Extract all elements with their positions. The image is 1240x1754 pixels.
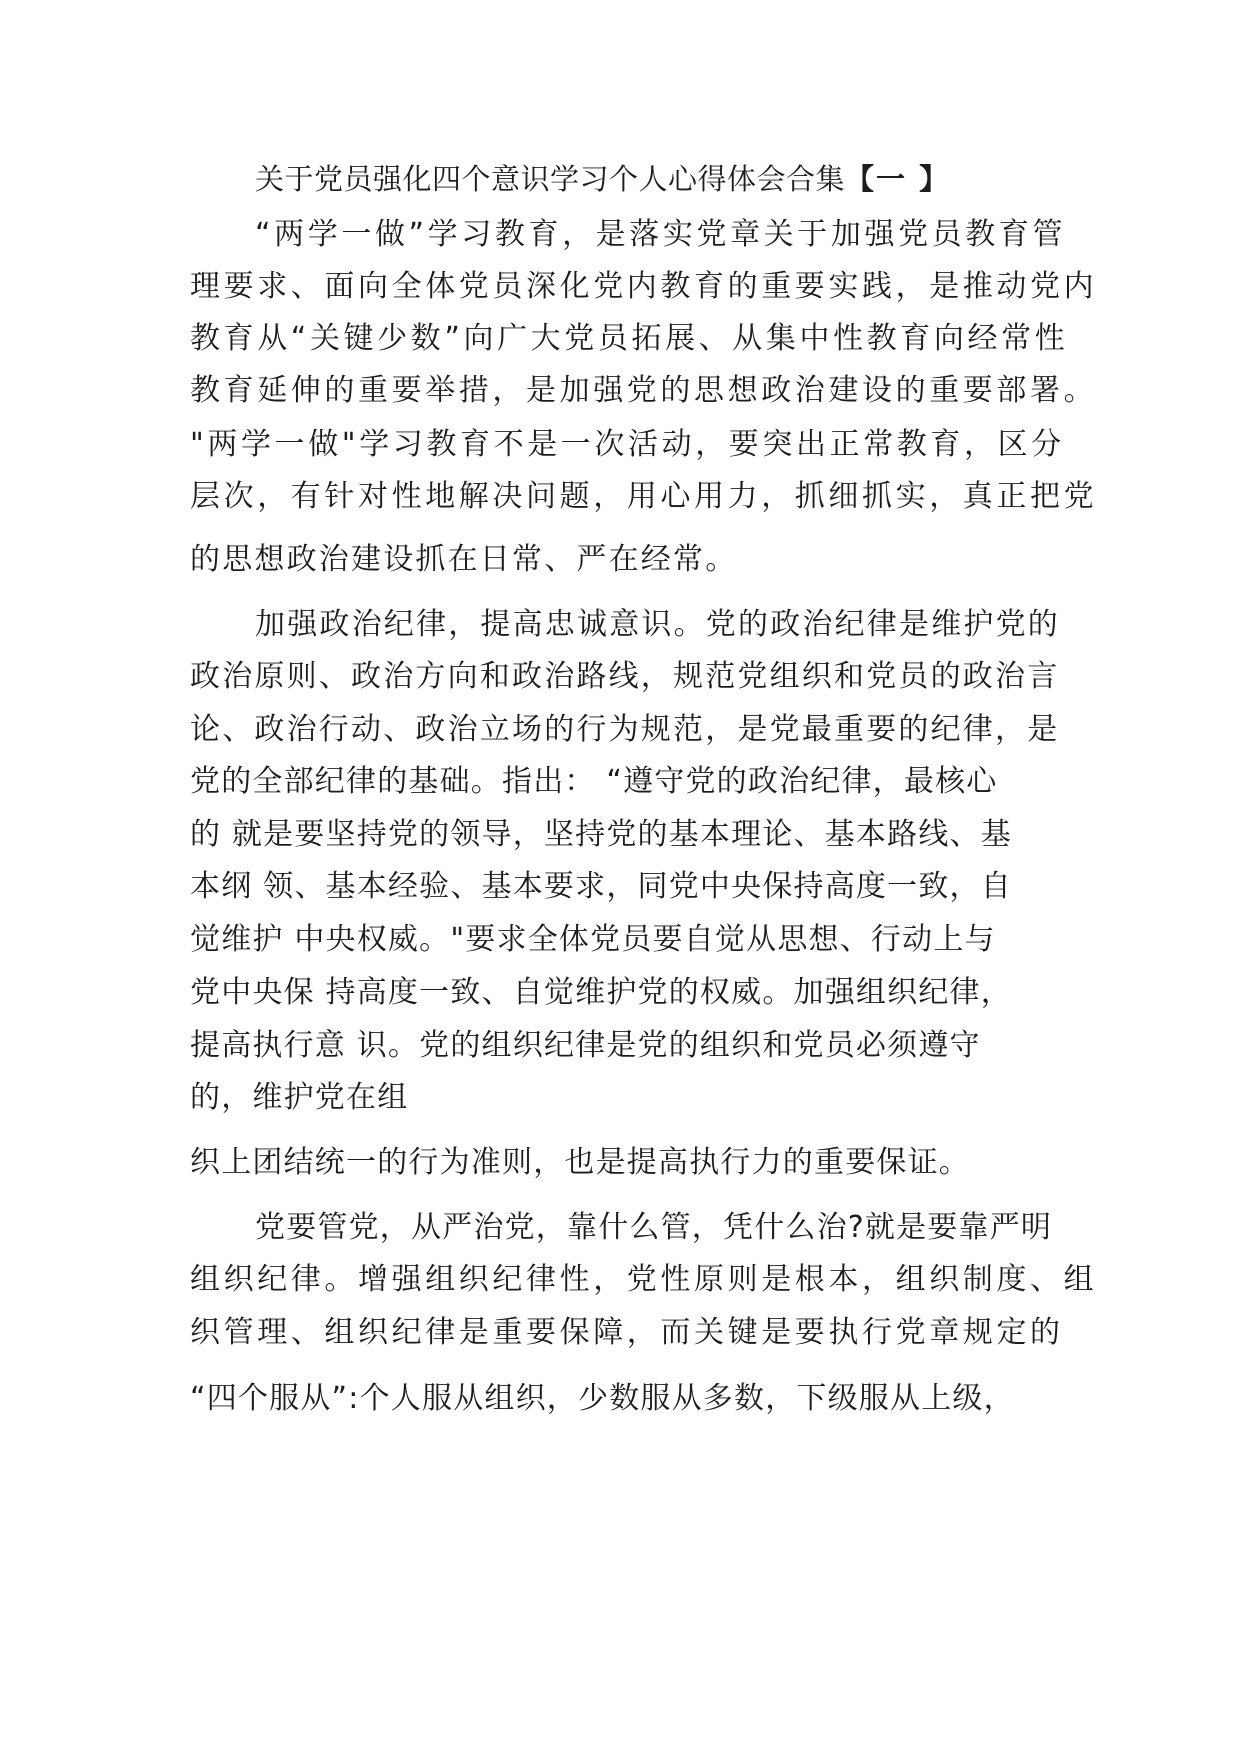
paragraph-line: 层次，有针对性地解决问题，用心用力，抓细抓实，真正把党: [190, 479, 1098, 514]
paragraph-line: 政治原则、政治方向和政治路线，规范党组织和党员的政治言: [190, 659, 1060, 694]
paragraph-line: 教育延伸的重要举措，是加强党的思想政治建设的重要部署。: [190, 373, 1098, 408]
paragraph-line: 提高执行意 识。党的组织纪律是党的组织和党员必须遵守: [190, 1028, 981, 1063]
paragraph-line: 的 就是要坚持党的领导，坚持党的基本理论、基本路线、基: [190, 817, 1012, 852]
paragraph-line: 理要求、面向全体党员深化党内教育的重要实践，是推动党内: [190, 269, 1098, 304]
paragraph-line: 觉维护 中央权威。"要求全体党员要自觉从思想、行动上与: [190, 922, 996, 957]
paragraph-line: “两学一做”学习教育，是落实党章关于加强党员教育管: [255, 217, 1067, 252]
paragraph-line: 党要管党，从严治党，靠什么管，凭什么治?就是要靠严明: [255, 1210, 1053, 1245]
title-text: 关于党员强化四个意识学习个人心得体会合集: [255, 162, 846, 196]
paragraph-line: 本纲 领、基本经验、基本要求，同党中央保持高度一致，自: [190, 869, 1012, 904]
paragraph-line: 加强政治纪律，提高忠诚意识。党的政治纪律是维护党的: [255, 607, 1060, 642]
document-title: [255, 160, 950, 198]
paragraph-line: "两学一做"学习教育不是一次活动，要突出正常教育，区分: [190, 427, 1065, 462]
paragraph-line: 织上团结统一的行为准则，也是提高执行力的重要保证。: [190, 1145, 970, 1180]
paragraph-line: 的思想政治建设抓在日常、严在经常。: [190, 542, 738, 577]
paragraph-line: 论、政治行动、政治立场的行为规范，是党最重要的纪律，是: [190, 712, 1060, 747]
title-suffix: 【一 】: [845, 162, 951, 196]
paragraph-line: 教育从“关键少数”向广大党员拓展、从集中性教育向经常性: [190, 321, 1069, 356]
paragraph-line: 的，维护党在组: [190, 1080, 409, 1115]
paragraph-line: 党中央保 持高度一致、自觉维护党的权威。加强组织纪律，: [190, 975, 1012, 1010]
paragraph-line: 组织纪律。增强组织纪律性，党性原则是根本，组织制度、组: [190, 1262, 1098, 1297]
paragraph-line: 织管理、组织纪律是重要保障，而关键是要执行党章规定的: [190, 1315, 1064, 1350]
paragraph-line: 党的全部纪律的基础。指出： “遵守党的政治纪律，最核心: [190, 764, 998, 799]
paragraph-line: “四个服从”:个人服从组织，少数服从多数，下级服从上级，: [190, 1381, 1015, 1416]
